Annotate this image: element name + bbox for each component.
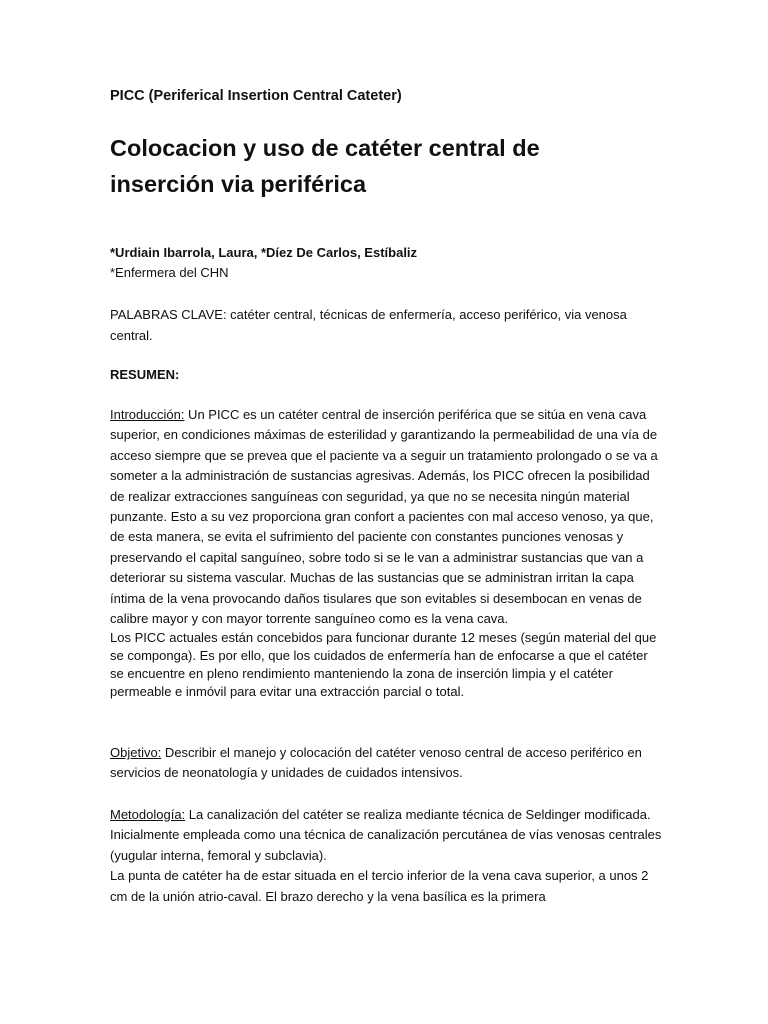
objetivo-section: [110, 743, 662, 784]
metodologia-paragraph-1: [110, 805, 662, 866]
objetivo-label: Objetivo:: [110, 745, 162, 760]
intro-label: Introducción:: [110, 407, 185, 422]
intro-text-1: Un PICC es un catéter central de inserción periférica que se sitúa en vena cava superior, en condiciones máximas de esterilidad y garantizando la permeabilidad de una vía de acceso siempre que se prevea que el paciente va a seguir un tratamiento prolongado o se va a someter a la administración de sustancias agresivas. Además, los PICC ofrecen la posibilidad de realizar extracciones sanguíneas con seguridad, ya que no se necesita ningún material punzante. Esto a su vez proporciona gran confort a pacientes con mal acceso venoso, ya que, de esta manera, se evita el sufrimiento del paciente con constantes punciones venosas y preservando el capital sanguíneo, sobre todo si se le van a administrar sustancias que van a deteriorar su sistema vascular. Muchas de las sustancias que se administran irritan la capa íntima de la vena provocando daños tisulares que son evitables si desembocan en venas de calibre mayor y con mayor torrente sanguíneo como es la vena cava.: [110, 407, 658, 627]
resumen-heading: RESUMEN:: [110, 367, 180, 382]
document-kicker: PICC (Periferical Insertion Central Cateter): [110, 88, 402, 104]
author-block: [110, 243, 670, 283]
intro-paragraph-2: Los PICC actuales están concebidos para funcionar durante 12 meses (según material del que se componga). Es por ello, que los cuidados de enfermería han de enfocarse a que el catéter se encuentre en pleno rendimiento manteniendo la zona de inserción limpia y el catéter permeable e inmóvil para evitar una extracción parcial o total.: [110, 630, 657, 700]
intro-paragraph-1: [110, 405, 662, 629]
author-names: *Urdiain Ibarrola, Laura, *Díez De Carlos, Estíbaliz: [110, 245, 418, 260]
metodologia-paragraph-2: La punta de catéter ha de estar situada en el tercio inferior de la vena cava superior, a unos 2 cm de la unión atrio-caval. El brazo derecho y la vena basílica es la primera: [110, 868, 649, 904]
metodologia-label: Metodología:: [110, 807, 186, 822]
metodologia-text-1: La canalización del catéter se realiza mediante técnica de Seldinger modificada. Inicialmente empleada como una técnica de canalización percutánea de vías venosas centrales (yugular interna, femoral y subclavia).: [110, 807, 662, 863]
keywords-paragraph: PALABRAS CLAVE: catéter central, técnicas de enfermería, acceso periférico, via venosa central.: [110, 307, 627, 343]
objetivo-text: Describir el manejo y colocación del catéter venoso central de acceso periférico en servicios de neonatología y unidades de cuidados intensivos.: [110, 745, 642, 781]
intro-section: [110, 405, 662, 701]
document-title: Colocacion y uso de catéter central de inserción via periférica: [110, 135, 540, 197]
author-affiliation: *Enfermera del CHN: [110, 265, 229, 280]
metodologia-section: [110, 805, 662, 907]
objetivo-paragraph: [110, 743, 662, 784]
